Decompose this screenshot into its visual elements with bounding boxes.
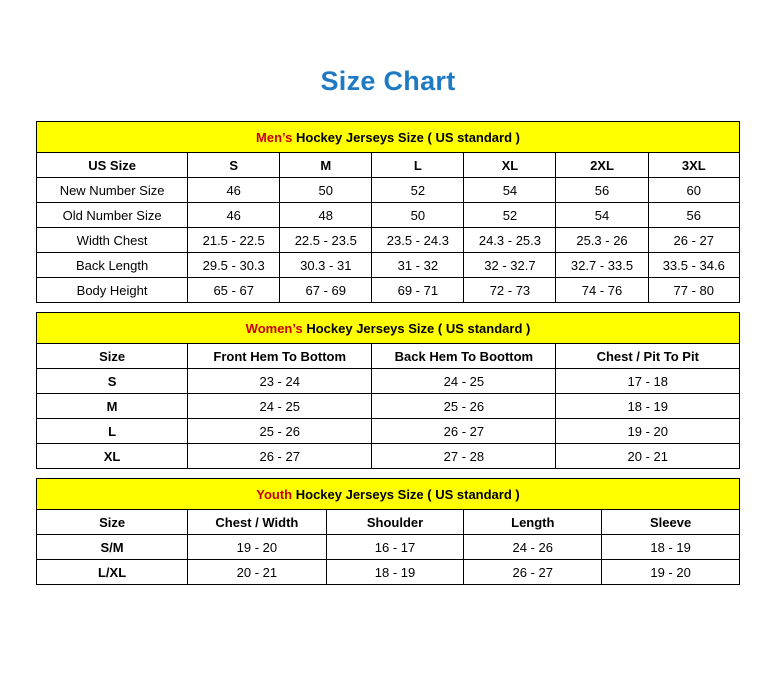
womens-row-3-val-1: 27 - 28	[372, 444, 556, 469]
womens-row-1-val-0: 24 - 25	[188, 394, 372, 419]
mens-col-4: XL	[464, 153, 556, 178]
womens-row-2-val-2: 19 - 20	[556, 419, 740, 444]
table-row	[37, 394, 740, 419]
youth-row-1-val-0: 20 - 21	[188, 560, 326, 585]
mens-col-3: L	[372, 153, 464, 178]
youth-row-1-label: L/XL	[37, 560, 188, 585]
youth-row-1-val-1: 18 - 19	[326, 560, 464, 585]
section-heading-row	[37, 122, 740, 153]
mens-row-1-val-5: 56	[648, 203, 739, 228]
mens-row-3-val-3: 32 - 32.7	[464, 253, 556, 278]
womens-row-1-val-1: 25 - 26	[372, 394, 556, 419]
table-row	[37, 419, 740, 444]
mens-row-4-val-4: 74 - 76	[556, 278, 648, 303]
womens-col-3: Chest / Pit To Pit	[556, 344, 740, 369]
table-row	[37, 278, 740, 303]
mens-row-0-label: New Number Size	[37, 178, 188, 203]
table-row	[37, 178, 740, 203]
youth-col-2: Shoulder	[326, 510, 464, 535]
womens-section-heading	[37, 313, 740, 344]
mens-row-1-val-1: 48	[280, 203, 372, 228]
youth-row-0-val-1: 16 - 17	[326, 535, 464, 560]
mens-row-2-val-1: 22.5 - 23.5	[280, 228, 372, 253]
womens-row-0-val-0: 23 - 24	[188, 369, 372, 394]
mens-row-3-val-0: 29.5 - 30.3	[188, 253, 280, 278]
mens-row-0-val-3: 54	[464, 178, 556, 203]
mens-row-3-val-1: 30.3 - 31	[280, 253, 372, 278]
womens-row-2-val-0: 25 - 26	[188, 419, 372, 444]
table-row	[37, 369, 740, 394]
womens-row-1-label: M	[37, 394, 188, 419]
youth-row-0-label: S/M	[37, 535, 188, 560]
mens-row-4-val-0: 65 - 67	[188, 278, 280, 303]
mens-row-2-val-0: 21.5 - 22.5	[188, 228, 280, 253]
mens-size-table	[36, 121, 740, 303]
section-heading-row	[37, 479, 740, 510]
mens-row-2-val-2: 23.5 - 24.3	[372, 228, 464, 253]
mens-row-3-val-4: 32.7 - 33.5	[556, 253, 648, 278]
youth-col-3: Length	[464, 510, 602, 535]
womens-heading-accent: Women’s	[245, 320, 303, 336]
mens-row-4-val-5: 77 - 80	[648, 278, 739, 303]
mens-col-5: 2XL	[556, 153, 648, 178]
youth-row-0-val-3: 18 - 19	[602, 535, 740, 560]
table-row	[37, 228, 740, 253]
womens-row-3-label: XL	[37, 444, 188, 469]
mens-row-1-val-2: 50	[372, 203, 464, 228]
table-header-row	[37, 344, 740, 369]
womens-col-2: Back Hem To Boottom	[372, 344, 556, 369]
youth-section-heading	[37, 479, 740, 510]
womens-col-0: Size	[37, 344, 188, 369]
youth-row-1-val-2: 26 - 27	[464, 560, 602, 585]
womens-row-3-val-0: 26 - 27	[188, 444, 372, 469]
size-chart-tables	[36, 121, 740, 585]
section-heading-row	[37, 313, 740, 344]
mens-row-0-val-4: 56	[556, 178, 648, 203]
youth-heading-accent: Youth	[256, 486, 293, 502]
womens-row-2-label: L	[37, 419, 188, 444]
youth-heading-rest: Hockey Jerseys Size ( US standard )	[292, 486, 520, 502]
youth-row-0-val-0: 19 - 20	[188, 535, 326, 560]
table-row	[37, 560, 740, 585]
table-row	[37, 535, 740, 560]
mens-col-0: US Size	[37, 153, 188, 178]
womens-heading-rest: Hockey Jerseys Size ( US standard )	[302, 320, 531, 336]
womens-row-0-val-2: 17 - 18	[556, 369, 740, 394]
womens-size-table	[36, 312, 740, 469]
mens-section-heading	[37, 122, 740, 153]
section-spacer	[36, 469, 740, 478]
youth-col-1: Chest / Width	[188, 510, 326, 535]
mens-row-0-val-0: 46	[188, 178, 280, 203]
mens-row-4-val-3: 72 - 73	[464, 278, 556, 303]
youth-col-4: Sleeve	[602, 510, 740, 535]
mens-row-1-val-4: 54	[556, 203, 648, 228]
mens-row-4-val-1: 67 - 69	[280, 278, 372, 303]
mens-row-0-val-1: 50	[280, 178, 372, 203]
youth-row-1-val-3: 19 - 20	[602, 560, 740, 585]
mens-row-2-val-4: 25.3 - 26	[556, 228, 648, 253]
mens-row-0-val-5: 60	[648, 178, 739, 203]
mens-row-1-val-3: 52	[464, 203, 556, 228]
youth-col-0: Size	[37, 510, 188, 535]
womens-row-0-val-1: 24 - 25	[372, 369, 556, 394]
page-title: Size Chart	[320, 66, 456, 96]
youth-row-0-val-2: 24 - 26	[464, 535, 602, 560]
mens-row-1-val-0: 46	[188, 203, 280, 228]
table-header-row	[37, 153, 740, 178]
mens-row-1-label: Old Number Size	[37, 203, 188, 228]
mens-row-2-label: Width Chest	[37, 228, 188, 253]
table-row	[37, 253, 740, 278]
mens-col-1: S	[188, 153, 280, 178]
womens-row-0-label: S	[37, 369, 188, 394]
womens-row-2-val-1: 26 - 27	[372, 419, 556, 444]
womens-col-1: Front Hem To Bottom	[188, 344, 372, 369]
mens-row-3-val-2: 31 - 32	[372, 253, 464, 278]
mens-row-4-val-2: 69 - 71	[372, 278, 464, 303]
mens-row-3-label: Back Length	[37, 253, 188, 278]
mens-row-2-val-3: 24.3 - 25.3	[464, 228, 556, 253]
mens-heading-rest: Hockey Jerseys Size ( US standard )	[292, 129, 520, 145]
section-spacer	[36, 303, 740, 312]
mens-row-0-val-2: 52	[372, 178, 464, 203]
mens-row-2-val-5: 26 - 27	[648, 228, 739, 253]
mens-row-4-label: Body Height	[37, 278, 188, 303]
mens-row-3-val-5: 33.5 - 34.6	[648, 253, 739, 278]
table-header-row	[37, 510, 740, 535]
mens-col-6: 3XL	[648, 153, 739, 178]
womens-row-3-val-2: 20 - 21	[556, 444, 740, 469]
womens-row-1-val-2: 18 - 19	[556, 394, 740, 419]
table-row	[37, 444, 740, 469]
mens-heading-accent: Men’s	[256, 129, 293, 145]
table-row	[37, 203, 740, 228]
mens-col-2: M	[280, 153, 372, 178]
youth-size-table	[36, 478, 740, 585]
